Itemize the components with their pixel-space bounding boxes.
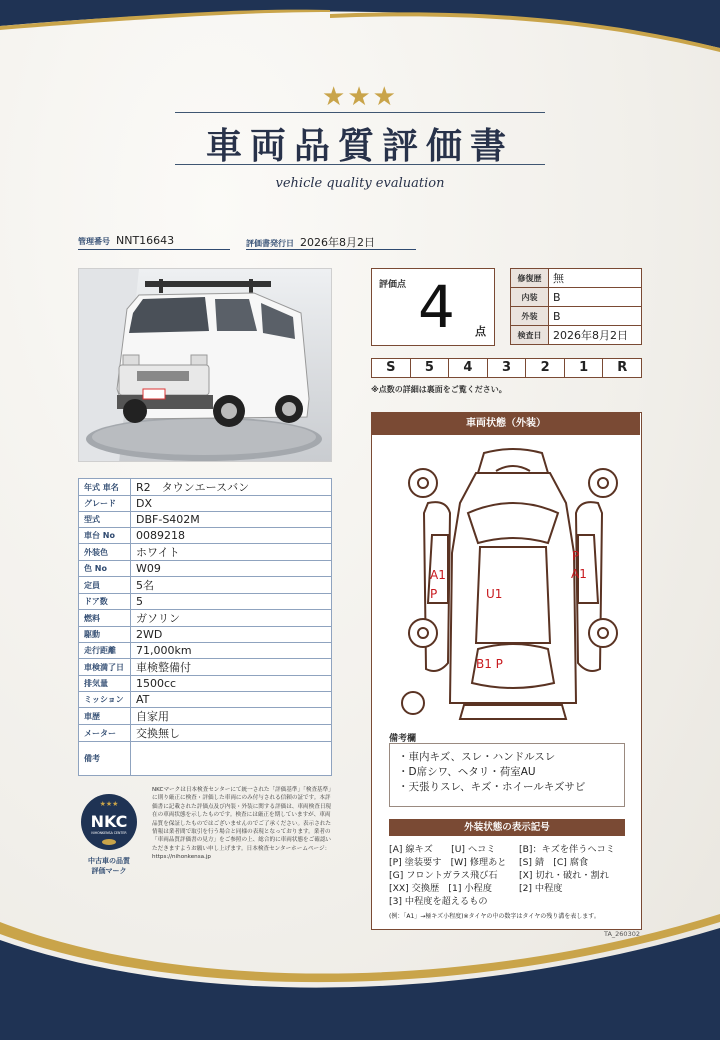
- top-decoration: [0, 0, 720, 70]
- legend-row: [389, 856, 634, 869]
- panel-title: 車両状態（外装）: [372, 413, 640, 435]
- spec-key: ミッション: [79, 692, 131, 708]
- spec-row: [79, 692, 332, 708]
- condition-key: 内装: [511, 288, 549, 307]
- legend-note: (例：「A1」→極キズ小程度)※タイヤの中の数字はタイヤの残り溝を表します。: [389, 913, 600, 920]
- spec-row: [79, 725, 332, 742]
- spec-key: 年式 車名: [79, 479, 131, 496]
- spec-key: 車歴: [79, 708, 131, 725]
- spec-key: 走行距離: [79, 643, 131, 659]
- spec-key: 定員: [79, 577, 131, 594]
- spec-value: 2WD: [131, 627, 332, 643]
- management-number-label: 管理番号: [78, 237, 110, 246]
- grade-cell: S: [372, 359, 411, 377]
- legend-item: [XX] 交換歴 [1] 小程度: [389, 883, 492, 894]
- legend: [389, 843, 634, 923]
- spec-value: 5: [131, 594, 332, 610]
- spec-value: 1500cc: [131, 676, 332, 692]
- remarks-box: [389, 743, 625, 807]
- spec-value: AT: [131, 692, 332, 708]
- spec-value: DBF-S402M: [131, 512, 332, 528]
- page-subtitle: vehicle quality evaluation: [275, 176, 445, 191]
- spec-key: グレード: [79, 496, 131, 512]
- legend-row: [389, 882, 634, 895]
- remark-line: ・車内キズ、スレ・ハンドルスレ: [398, 751, 556, 763]
- mark-left-p: P: [430, 587, 438, 601]
- condition-row: [511, 288, 642, 307]
- form-code: TA_260302: [604, 930, 640, 938]
- spec-key: 車台 No: [79, 528, 131, 544]
- spec-row: [79, 594, 332, 610]
- score-label: 評価点: [379, 280, 407, 290]
- spec-row: [79, 479, 332, 496]
- grade-cell: 1: [565, 359, 604, 377]
- legend-item: [3] 中程度を超えるもの: [389, 896, 488, 907]
- spec-table: [78, 478, 332, 776]
- condition-key: 外装: [511, 307, 549, 326]
- spec-key: 燃料: [79, 610, 131, 627]
- score-box: [371, 268, 495, 346]
- grade-cell: R: [617, 360, 628, 375]
- spec-row: [79, 643, 332, 659]
- grade-cell: 5: [411, 359, 450, 377]
- mark-roof-u1: U1: [486, 587, 503, 601]
- spec-key: 型式: [79, 512, 131, 528]
- legend-item: [G] フロントガラス飛び石: [389, 870, 498, 881]
- legend-row: [389, 869, 634, 882]
- spec-row: [79, 561, 332, 577]
- legend-item: [2] 中程度: [519, 883, 563, 894]
- spec-key: 車検満了日: [79, 659, 131, 676]
- remark-line: ・D席シワ、ヘタリ・荷室AU: [398, 766, 536, 778]
- score-value: 4: [418, 273, 455, 341]
- page-title: 車両品質評価書: [205, 125, 514, 167]
- spec-key: 駆動: [79, 627, 131, 643]
- spec-row: [79, 610, 332, 627]
- grade-note: ※点数の詳細は裏面をご覧ください。: [371, 385, 507, 394]
- svg-text:★★★: ★★★: [99, 800, 119, 808]
- nkc-caption-line-1: 中古車の品質: [88, 857, 130, 865]
- spec-row: [79, 659, 332, 676]
- spec-row: [79, 577, 332, 594]
- spec-row: [79, 496, 332, 512]
- mark-right-a1: A1: [571, 567, 587, 581]
- title-rule-bottom: [175, 164, 545, 165]
- vehicle-photo: [78, 268, 332, 462]
- spec-value: 車検整備付: [131, 659, 332, 676]
- mark-left-a1: A1: [430, 568, 446, 582]
- spec-key: 排気量: [79, 676, 131, 692]
- management-number-value: NNT16643: [116, 234, 175, 247]
- nkc-caption: [70, 856, 148, 876]
- condition-key: 検査日: [511, 326, 549, 345]
- issue-date: [246, 234, 416, 250]
- condition-value: B: [549, 288, 642, 307]
- spec-key: ドア数: [79, 594, 131, 610]
- management-number: [78, 234, 230, 250]
- legend-item: [A] 線キズ [U] ヘコミ: [389, 844, 496, 855]
- condition-value: 無: [549, 269, 642, 288]
- condition-value: 2026年8月2日: [549, 326, 642, 345]
- nkc-caption-line-2: 評価マーク: [91, 867, 127, 875]
- spec-value: 0089218: [131, 528, 332, 544]
- title-rule-top: [175, 112, 545, 113]
- spec-value: 5名: [131, 577, 332, 594]
- spec-value: 自家用: [131, 708, 332, 725]
- nkc-logo-sub: NIHONKENSA CENTER: [91, 831, 127, 835]
- spec-key: メーター: [79, 725, 131, 742]
- legend-row: [389, 895, 634, 908]
- legend-item: [X] 切れ・破れ・割れ: [519, 870, 609, 881]
- issue-date-value: 2026年8月2日: [300, 236, 375, 249]
- spec-value: W09: [131, 561, 332, 577]
- spec-key: 備考: [79, 742, 131, 776]
- condition-value: B: [549, 307, 642, 326]
- condition-row: [511, 269, 642, 288]
- spec-value: DX: [131, 496, 332, 512]
- legend-row: [389, 843, 634, 856]
- score-unit: 点: [475, 325, 486, 338]
- condition-row: [511, 326, 642, 345]
- spec-value: [131, 742, 332, 776]
- spec-key: 外装色: [79, 544, 131, 561]
- nkc-description: NKCマークは日本検査センターにて統一された「評価基準」「検査基準」に則り厳正に検査・評価した車両にのみ付与される信頼の証です。本評価書に記載された評価点及び内装・外装に関する評価は、車両検査日現在の車両状態を示したものです。検査には厳正を期していますが、車両品質を保証したものではございませんのでご了承ください。表示された情報は業者間で取引を行う場合と同様の表現となっております。業者の「車両品質評価書の見方」をご参照の上、総合的に車両状態をご確認いただきますようお願い申し上げます。日本検査センターホームページ：https://nihonkensa.jp: [152, 787, 334, 861]
- condition-key: 修復歴: [511, 269, 549, 288]
- spec-value: R2 タウンエースバン: [131, 479, 332, 496]
- spec-value: 71,000km: [131, 643, 332, 659]
- rating-stars: ★★★: [322, 82, 398, 112]
- spec-value: ガソリン: [131, 610, 332, 627]
- legend-title: 外装状態の表示記号: [389, 819, 625, 836]
- spec-row: [79, 544, 332, 561]
- condition-table: [510, 268, 642, 345]
- spec-key: 色 No: [79, 561, 131, 577]
- mark-right-p: P: [572, 549, 580, 563]
- remarks-label: 備考欄: [389, 734, 417, 744]
- nkc-logo: [78, 792, 140, 852]
- spec-row: [79, 708, 332, 725]
- issue-date-label: 評価書発行日: [246, 239, 294, 248]
- remark-line: ・天張りスレ、キズ・ホイールキズサビ: [398, 781, 586, 793]
- spec-row: [79, 512, 332, 528]
- grade-cell: 2: [526, 359, 565, 377]
- legend-item: [S] 錆 [C] 腐食: [519, 857, 589, 868]
- mark-rear-b1p: B1 P: [476, 657, 503, 671]
- spec-row: [79, 627, 332, 643]
- spec-row: [79, 676, 332, 692]
- spec-value: ホワイト: [131, 544, 332, 561]
- spec-row: [79, 528, 332, 544]
- nkc-logo-text: NKC: [90, 812, 128, 831]
- grade-scale: [371, 358, 642, 378]
- legend-item: [P] 塗装要す [W] 修理あと: [389, 857, 507, 868]
- spec-row: [79, 742, 332, 776]
- spec-value: 交換無し: [131, 725, 332, 742]
- grade-cell: 3: [488, 359, 527, 377]
- condition-row: [511, 307, 642, 326]
- legend-item: [B]：キズを伴うヘコミ: [519, 844, 615, 855]
- exterior-condition-panel: [371, 412, 642, 930]
- grade-cell: 4: [449, 359, 488, 377]
